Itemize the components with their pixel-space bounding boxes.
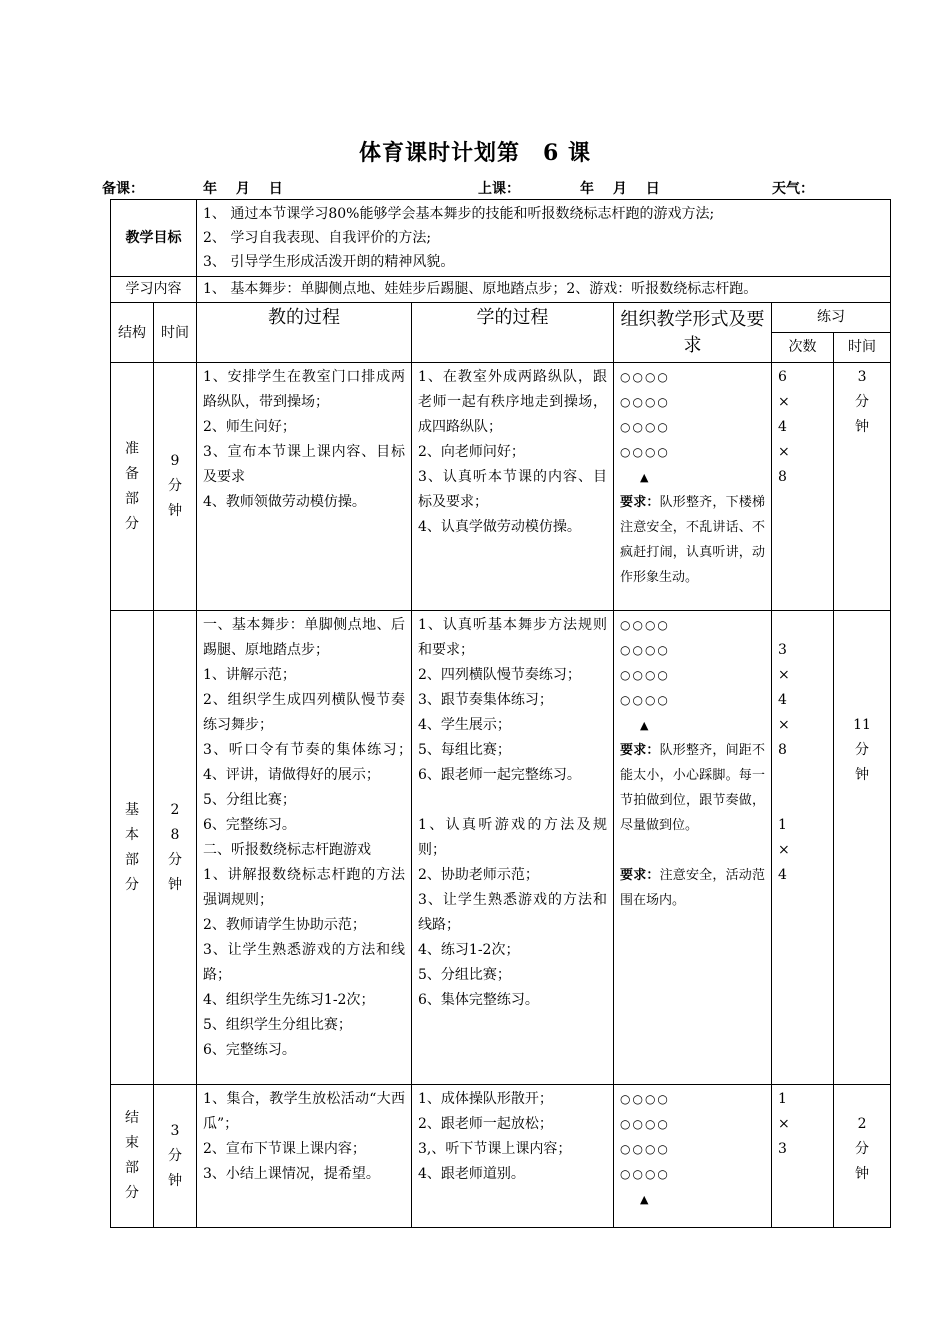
teach-process: 一、基本舞步：单脚侧点地、后踢腿、原地踏点步； 1、讲解示范； 2、组织学生成四列横队慢节奏练习舞步； 3、听口令有节奏的集体练习； 4、评讲，请做得好的展示； 5、分组比赛； 6、完整练习。 二、听报数绕标志杆跑游戏 1、讲解报数绕标志杆跑的方法强调规则； 2、教师请学生协助示范； 3、让学生熟悉游戏的方法和线路； 4、组织学生先练习1-2次； 5、组织学生分组比赛； 6、完整练习。 bbox=[197, 611, 412, 1085]
goals-label: 教学目标 bbox=[111, 200, 197, 277]
section-name: 基本部分 bbox=[111, 611, 154, 1085]
formation-row: ○○○○ bbox=[620, 618, 670, 632]
prep-date: 年 月 日 bbox=[203, 181, 283, 197]
practice-time: 3 分 钟 bbox=[834, 363, 891, 611]
teach-process: 1、安排学生在教室门口排成两路纵队，带到操场； 2、师生问好； 3、宣布本节课上课内容、目标及要求 4、教师领做劳动模仿操。 bbox=[197, 363, 412, 611]
organization-cell bbox=[614, 611, 772, 1085]
section-prep bbox=[111, 363, 891, 611]
formation-row: ○○○○ bbox=[620, 445, 670, 459]
practice-time: 2 分 钟 bbox=[834, 1085, 891, 1228]
class-date: 年 月 日 bbox=[580, 181, 660, 197]
formation-row: ○○○○ bbox=[620, 1117, 670, 1131]
header-time: 时间 bbox=[154, 303, 197, 363]
content-row bbox=[111, 277, 891, 303]
header-practice: 练习 bbox=[772, 303, 891, 333]
section-time: 28分钟 bbox=[154, 611, 197, 1085]
lesson-plan-table bbox=[110, 199, 891, 1228]
header-row bbox=[111, 303, 891, 333]
teacher-marker: ▲ bbox=[640, 719, 649, 732]
learn-process: 1、认真听基本舞步方法规则和要求； 2、四列横队慢节奏练习； 3、跟节奏集体练习； 4、学生展示； 5、每组比赛； 6、跟老师一起完整练习。 1、认真听游戏的方法及规则； 2、协助老师示范； 3、让学生熟悉游戏的方法和线路； 4、练习1-2次； 5、分组比赛； 6、集体完整练习。 bbox=[412, 611, 614, 1085]
content-text: 1、 基本舞步：单脚侧点地、娃娃步后踢腿、原地踏点步；2、游戏：听报数绕标志杆跑。 bbox=[197, 277, 891, 303]
goal-item: 2、 学习自我表现、自我评价的方法; bbox=[203, 230, 432, 246]
requirement-text: 注意安全，活动范围在场内。 bbox=[620, 868, 765, 908]
formation-row: ○○○○ bbox=[620, 395, 670, 409]
formation-row: ○○○○ bbox=[620, 643, 670, 657]
goal-item: 3、 引导学生形成活泼开朗的精神风貌。 bbox=[203, 254, 455, 270]
formation-row: ○○○○ bbox=[620, 693, 670, 707]
teacher-marker: ▲ bbox=[640, 1193, 649, 1206]
formation-row: ○○○○ bbox=[620, 420, 670, 434]
requirement-label: 要求： bbox=[620, 495, 660, 510]
practice-time: 11 分 钟 bbox=[834, 611, 891, 1085]
section-name: 结束部分 bbox=[111, 1085, 154, 1228]
practice-count: 1 × 3 bbox=[772, 1085, 834, 1228]
section-time: 9分钟 bbox=[154, 363, 197, 611]
content-label: 学习内容 bbox=[111, 277, 197, 303]
requirement-text: 队形整齐，下楼梯注意安全，不乱讲话、不疯赶打闹，认真听讲，动作形象生动。 bbox=[620, 495, 765, 585]
header-learning: 学的过程 bbox=[412, 303, 614, 363]
header-teaching: 教的过程 bbox=[197, 303, 412, 363]
requirement-label: 要求： bbox=[620, 743, 660, 758]
learn-process: 1、成体操队形散开； 2、跟老师一起放松； 3,、听下节课上课内容； 4、跟老师道别。 bbox=[412, 1085, 614, 1228]
prep-label: 备课： bbox=[102, 181, 144, 197]
organization-cell bbox=[614, 1085, 772, 1228]
requirement-label: 要求： bbox=[620, 868, 660, 883]
teach-process: 1、集合，教学生放松活动“大西瓜”； 2、宣布下节课上课内容； 3、小结上课情况，提希望。 bbox=[197, 1085, 412, 1228]
goals-row bbox=[111, 200, 891, 277]
section-basic bbox=[111, 611, 891, 1085]
formation-row: ○○○○ bbox=[620, 1092, 670, 1106]
class-label: 上课： bbox=[478, 181, 520, 197]
formation-row: ○○○○ bbox=[620, 370, 670, 384]
section-end bbox=[111, 1085, 891, 1228]
teacher-marker: ▲ bbox=[640, 471, 649, 484]
practice-count: 3 × 4 × 8 1 × 4 bbox=[772, 611, 834, 1085]
practice-count: 6 × 4 × 8 bbox=[772, 363, 834, 611]
header-organization: 组织教学形式及要求 bbox=[614, 303, 772, 363]
organization-cell bbox=[614, 363, 772, 611]
header-ptime: 时间 bbox=[834, 333, 891, 363]
formation-row: ○○○○ bbox=[620, 1142, 670, 1156]
weather-label: 天气： bbox=[772, 181, 814, 197]
header-count: 次数 bbox=[772, 333, 834, 363]
learn-process: 1、在教室外成两路纵队，跟老师一起有秩序地走到操场，成四路纵队； 2、向老师问好； 3、认真听本节课的内容、目标及要求； 4、认真学做劳动模仿操。 bbox=[412, 363, 614, 611]
header-structure: 结构 bbox=[111, 303, 154, 363]
formation-row: ○○○○ bbox=[620, 1167, 670, 1181]
page-title: 体育课时计划第 6 课 bbox=[359, 140, 591, 166]
section-time: 3分钟 bbox=[154, 1085, 197, 1228]
formation-row: ○○○○ bbox=[620, 668, 670, 682]
goal-item: 1、 通过本节课学习80%能够学会基本舞步的技能和听报数绕标志杆跑的游戏方法; bbox=[203, 206, 715, 222]
section-name: 准备部分 bbox=[111, 363, 154, 611]
requirement-text: 队形整齐，间距不能太小，小心踩脚。每一节拍做到位，跟节奏做，尽量做到位。 bbox=[620, 743, 765, 833]
